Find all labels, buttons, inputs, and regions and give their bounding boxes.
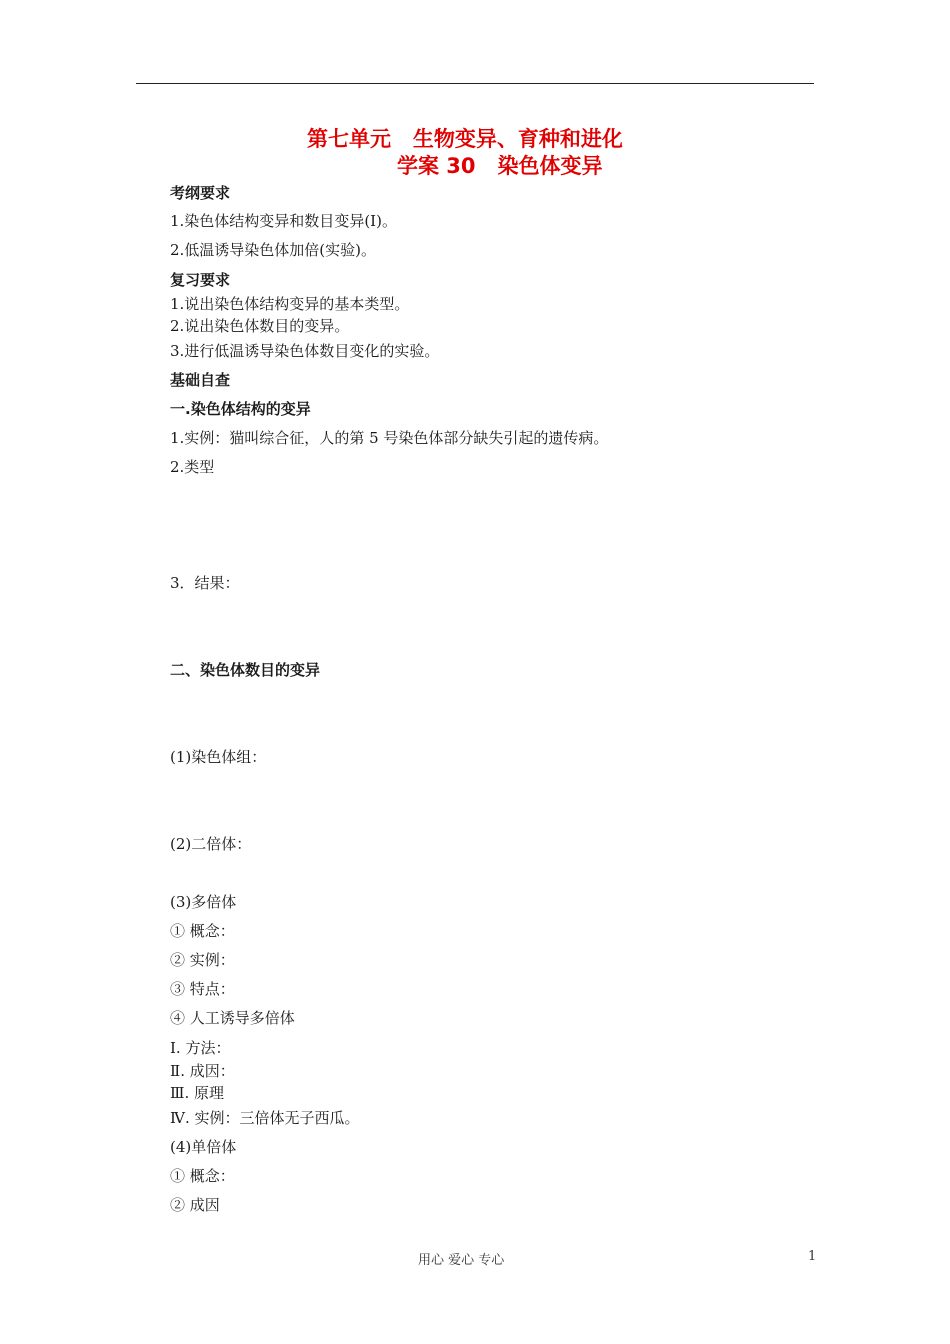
- section-two-item: (1)染色体组：: [170, 748, 267, 766]
- heading-kaogang: 考纲要求: [170, 184, 231, 202]
- fuxi-item: 3.进行低温诱导染色体数目变化的实验。: [170, 342, 440, 360]
- heading-section-one: 一.染色体结构的变异: [170, 400, 311, 418]
- section-two-item: (4)单倍体: [170, 1138, 237, 1156]
- footer-motto: 用心 爱心 专心: [418, 1253, 505, 1268]
- page-number: 1: [808, 1249, 817, 1264]
- section-two-item: Ⅰ. 方法：: [170, 1039, 231, 1057]
- section-two-item: ④ 人工诱导多倍体: [170, 1009, 295, 1027]
- section-two-item: ③ 特点：: [170, 980, 235, 998]
- section-two-item: Ⅳ. 实例：三倍体无子西瓜。: [170, 1109, 360, 1127]
- section-two-item: ① 概念：: [170, 922, 235, 940]
- fuxi-item: 2.说出染色体数目的变异。: [170, 317, 350, 335]
- kaogang-item: 2.低温诱导染色体加倍(实验)。: [170, 241, 377, 259]
- section-two-item: ② 成因: [170, 1196, 220, 1214]
- kaogang-item: 1.染色体结构变异和数目变异(Ⅰ)。: [170, 212, 397, 230]
- section-one-item: 3．结果：: [170, 574, 240, 592]
- section-two-item: (3)多倍体: [170, 893, 237, 911]
- heading-fuxi: 复习要求: [170, 271, 231, 289]
- section-two-item: Ⅲ. 原理: [170, 1084, 225, 1102]
- lesson-title: 学案 30 染色体变异: [397, 154, 603, 178]
- section-two-item: Ⅱ. 成因：: [170, 1062, 235, 1080]
- section-two-item: (2)二倍体：: [170, 835, 252, 853]
- heading-section-two: 二、染色体数目的变异: [170, 661, 321, 679]
- header-rule: [136, 83, 814, 84]
- section-one-item: 1.实例：猫叫综合征，人的第 5 号染色体部分缺失引起的遗传病。: [170, 429, 609, 447]
- heading-jichu: 基础自查: [170, 371, 231, 389]
- section-one-item: 2.类型: [170, 458, 215, 476]
- section-two-item: ② 实例：: [170, 951, 235, 969]
- fuxi-item: 1.说出染色体结构变异的基本类型。: [170, 295, 410, 313]
- unit-title: 第七单元 生物变异、育种和进化: [307, 127, 623, 151]
- section-two-item: ① 概念：: [170, 1167, 235, 1185]
